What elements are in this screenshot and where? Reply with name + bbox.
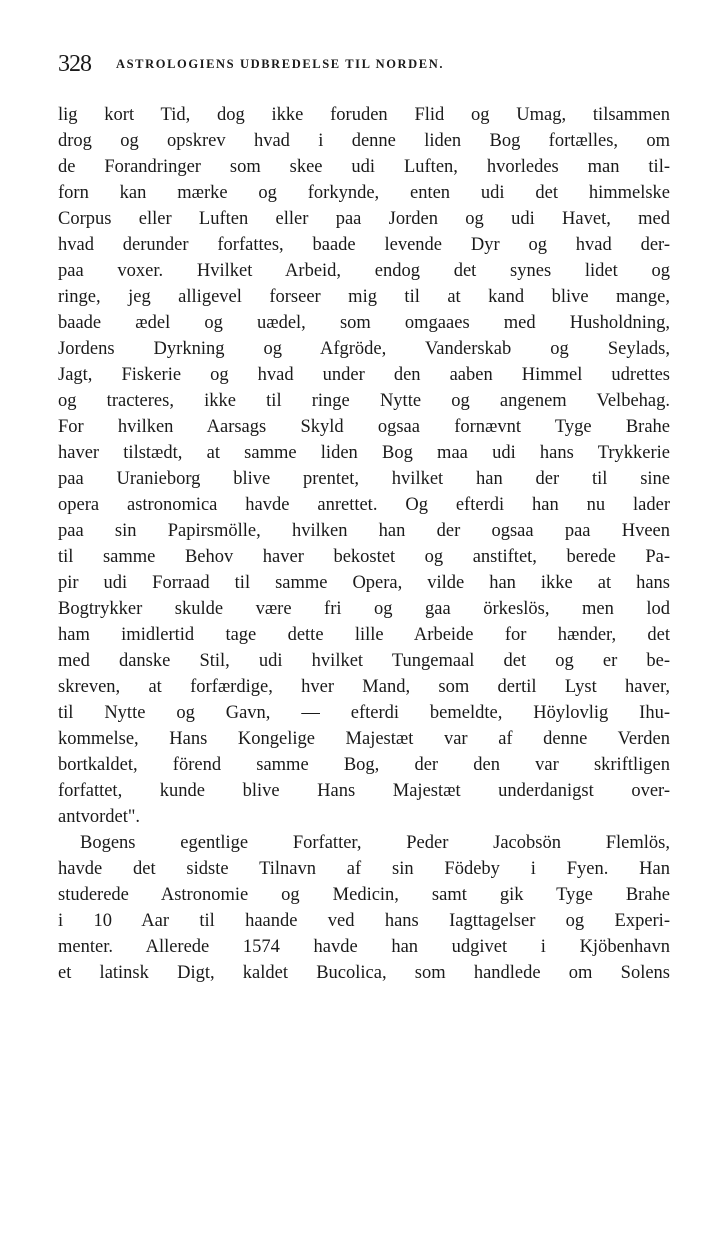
body-text (58, 102, 670, 986)
text-line: drog og opskrev hvad i denne liden Bog fortælles, om (58, 131, 670, 151)
text-line: de Forandringer som skee udi Luften, hvorledes man til- (58, 157, 670, 177)
text-line: havde det sidste Tilnavn af sin Födeby i Fyen. Han (58, 859, 670, 879)
text-line: lig kort Tid, dog ikke foruden Flid og Umag, tilsammen (58, 105, 670, 125)
text-line: et latinsk Digt, kaldet Bucolica, som handlede om Solens (58, 963, 670, 983)
text-line: pir udi Forraad til samme Opera, vilde han ikke at hans (58, 573, 670, 593)
page-header (58, 50, 678, 78)
text-line: haver tilstædt, at samme liden Bog maa udi hans Trykkerie (58, 443, 670, 463)
text-line: ham imidlertid tage dette lille Arbeide for hænder, det (58, 625, 670, 645)
text-line: hvad derunder forfattes, baade levende Dyr og hvad der- (58, 235, 670, 255)
text-line: Corpus eller Luften eller paa Jorden og udi Havet, med (58, 209, 670, 229)
page-number: 328 (58, 51, 91, 77)
paragraph (58, 830, 670, 986)
text-line: opera astronomica havde anrettet. Og efterdi han nu lader (58, 495, 670, 515)
text-line: Jordens Dyrkning og Afgröde, Vanderskab og Seylads, (58, 339, 670, 359)
text-line: studerede Astronomie og Medicin, samt gik Tyge Brahe (58, 885, 670, 905)
paragraph (58, 102, 670, 830)
text-line: Bogtrykker skulde være fri og gaa örkeslös, men lod (58, 599, 670, 619)
text-line: paa Uranieborg blive prentet, hvilket han der til sine (58, 469, 670, 489)
text-line: forfattet, kunde blive Hans Majestæt underdanigst over- (58, 781, 670, 801)
text-line: ringe, jeg alligevel forseer mig til at kand blive mange, (58, 287, 670, 307)
text-line: bortkaldet, förend samme Bog, der den var skriftligen (58, 755, 670, 775)
text-line: For hvilken Aarsags Skyld ogsaa fornævnt Tyge Brahe (58, 417, 670, 437)
text-line: Jagt, Fiskerie og hvad under den aaben Himmel udrettes (58, 365, 670, 385)
text-line: kommelse, Hans Kongelige Majestæt var af denne Verden (58, 729, 670, 749)
text-line: baade ædel og uædel, som omgaaes med Husholdning, (58, 313, 670, 333)
text-line: antvordet". (58, 807, 141, 827)
text-line: til Nytte og Gavn, — efterdi bemeldte, Höylovlig Ihu- (58, 703, 670, 723)
text-line: i 10 Aar til haande ved hans Iagttagelser og Experi- (58, 911, 670, 931)
text-line: til samme Behov haver bekostet og anstiftet, berede Pa- (58, 547, 670, 567)
text-line: forn kan mærke og forkynde, enten udi det himmelske (58, 183, 670, 203)
running-title: ASTROLOGIENS UDBREDELSE TIL NORDEN. (116, 57, 445, 71)
text-line: skreven, at forfærdige, hver Mand, som dertil Lyst haver, (58, 677, 670, 697)
text-line: menter. Allerede 1574 havde han udgivet i Kjöbenhavn (58, 937, 670, 957)
text-line: og tracteres, ikke til ringe Nytte og angenem Velbehag. (58, 391, 670, 411)
text-line: med danske Stil, udi hvilket Tungemaal det og er be- (58, 651, 670, 671)
text-line: Bogens egentlige Forfatter, Peder Jacobsön Flemlös, (80, 833, 670, 853)
text-line: paa voxer. Hvilket Arbeid, endog det synes lidet og (58, 261, 670, 281)
text-line: paa sin Papirsmölle, hvilken han der ogsaa paa Hveen (58, 521, 670, 541)
